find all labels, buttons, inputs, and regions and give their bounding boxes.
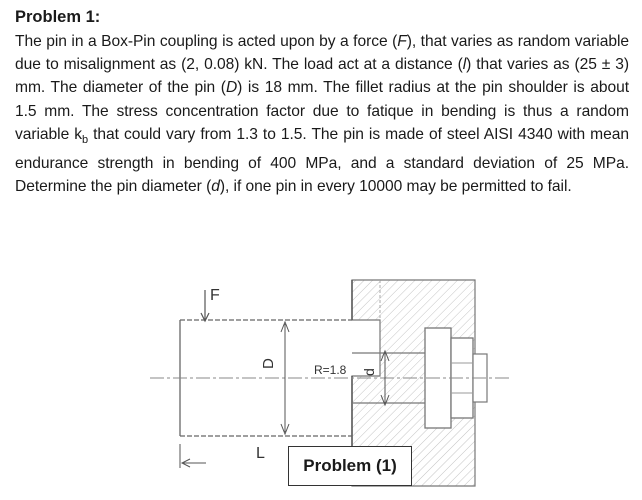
problem-statement	[15, 6, 629, 199]
force-label: F	[210, 287, 220, 304]
length-dimension	[180, 444, 206, 468]
var-d: d	[211, 178, 220, 196]
problem-paragraph	[15, 30, 629, 199]
var-D: D	[225, 79, 238, 97]
pin-figure	[140, 258, 620, 498]
text-part: The pin in a Box-Pin coupling is acted upon by a force (	[15, 33, 398, 50]
diameter-label: D	[260, 358, 277, 369]
var-l: l	[462, 56, 467, 74]
force-arrow	[201, 290, 209, 321]
var-F: F	[397, 33, 407, 50]
length-label: L	[256, 445, 265, 462]
text-part: ) is 18 mm. The fillet radius at the pin shoulder is about 1.5 mm. The stress concentration factor due to fatique in bending is thus a random variable k	[15, 79, 629, 143]
figure-caption: Problem (1)	[288, 446, 412, 486]
text-part: ), if one pin in every 10000 may be permitted to fail.	[219, 178, 572, 196]
text-part: ), that varies as random variable due to misalignment as (2, 0.08) kN. The load act at a distance (	[15, 33, 629, 74]
text-part: ) that varies as (25 ± 3) mm. The diameter of the pin (	[15, 56, 629, 97]
problem-title: Problem 1:	[15, 8, 101, 26]
subscript-b: b	[82, 133, 89, 146]
radius-label: R=1.8	[314, 363, 347, 377]
text-part: that could vary from 1.3 to 1.5. The pin is made of steel AISI 4340 with mean endurance strength in bending of 400 MPa, and a standard deviation of 25 MPa. Determine the pin diameter (	[15, 125, 629, 196]
small-diameter-label: d	[361, 368, 377, 376]
